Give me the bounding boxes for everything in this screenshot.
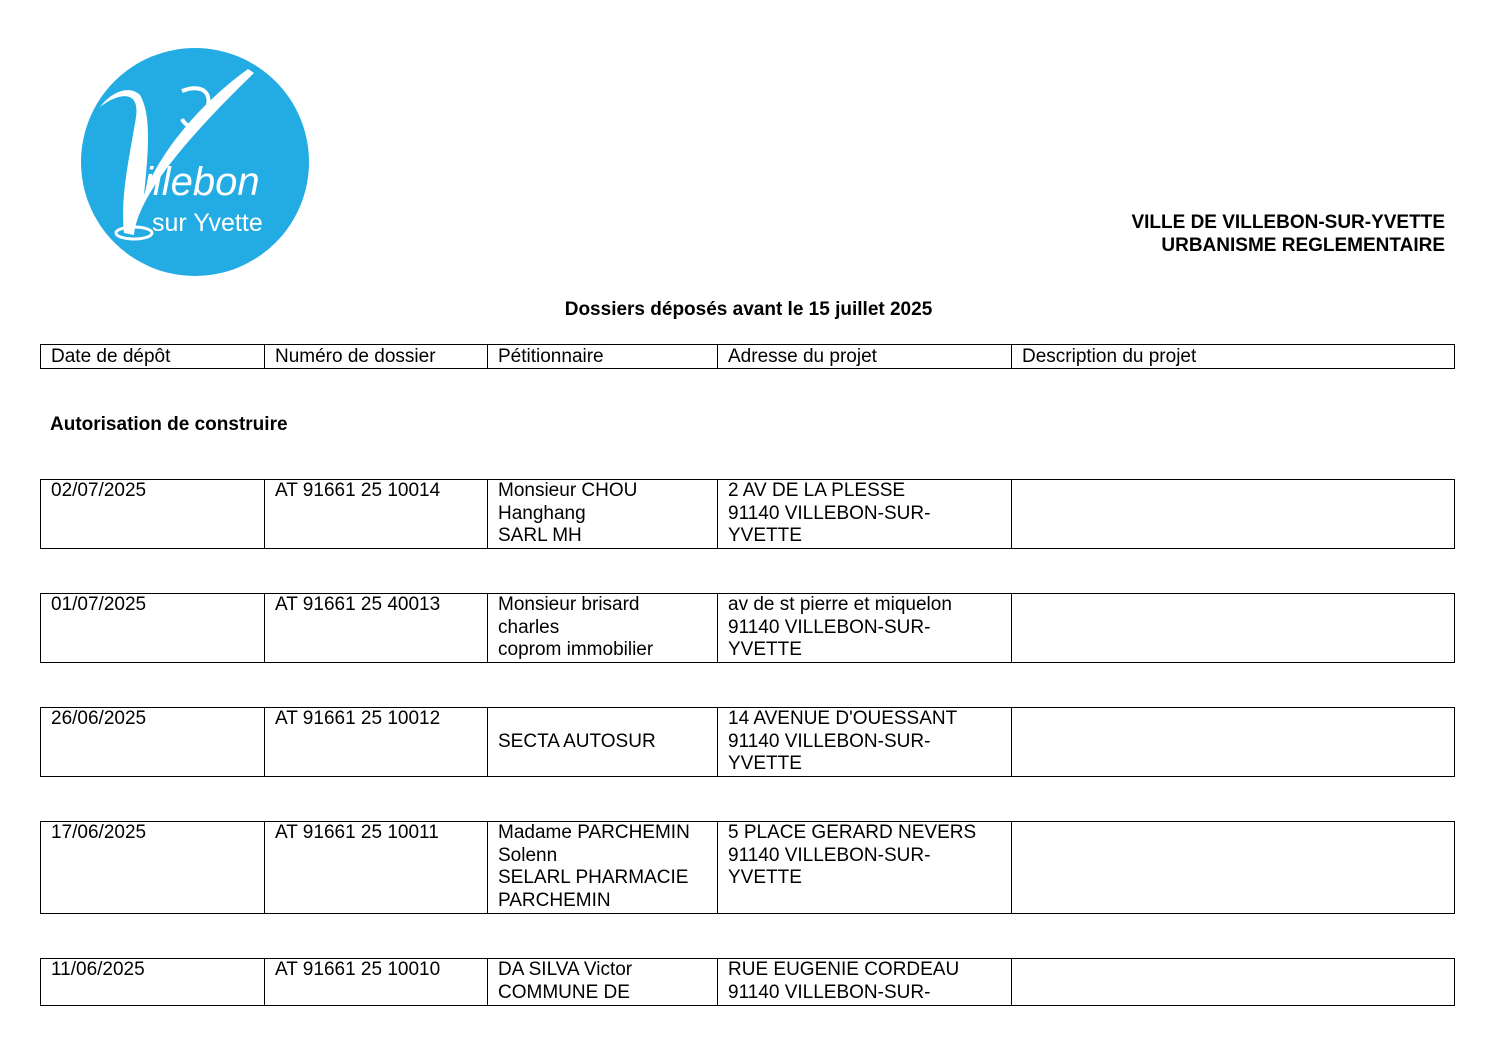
cell-description: [1011, 822, 1454, 913]
logo-subtitle: sur Yvette: [152, 209, 263, 237]
column-header-row: [40, 344, 1455, 369]
cell-petitionnaire: Monsieur CHOU Hanghang SARL MH: [487, 480, 717, 548]
cell-numero: AT 91661 25 10010: [264, 959, 487, 1005]
cell-date: 17/06/2025: [51, 822, 147, 843]
table-row: [40, 821, 1455, 914]
column-header-petitionnaire: Pétitionnaire: [487, 345, 717, 368]
cell-numero: AT 91661 25 10011: [264, 822, 487, 913]
cell-description: [1011, 708, 1454, 776]
table-row: [40, 958, 1455, 1006]
page-title: Dossiers déposés avant le 15 juillet 2025: [564, 299, 933, 320]
cell-date: 01/07/2025: [51, 594, 147, 615]
cell-adresse: 5 PLACE GERARD NEVERS 91140 VILLEBON-SUR- YVETTE: [717, 822, 1011, 913]
table-row: [40, 479, 1455, 549]
cell-numero: AT 91661 25 10012: [264, 708, 487, 776]
cell-adresse: RUE EUGENIE CORDEAU 91140 VILLEBON-SUR-: [717, 959, 1011, 1005]
cell-date: 11/06/2025: [51, 959, 145, 980]
column-header-description: Description du projet: [1011, 345, 1454, 368]
cell-description: [1011, 480, 1454, 548]
column-header-date: Date de dépôt: [51, 346, 171, 367]
table-row: [40, 593, 1455, 663]
villebon-logo: [78, 45, 312, 279]
cell-description: [1011, 594, 1454, 662]
cell-petitionnaire: SECTA AUTOSUR: [487, 708, 717, 776]
header-department: URBANISME REGLEMENTAIRE: [1161, 235, 1445, 256]
header-city: VILLE DE VILLEBON-SUR-YVETTE: [1131, 212, 1445, 233]
table-row: [40, 707, 1455, 777]
document-header: [1131, 211, 1445, 257]
logo-wordmark: illebon: [144, 160, 260, 204]
cell-date: 26/06/2025: [51, 708, 147, 729]
cell-adresse: 14 AVENUE D'OUESSANT 91140 VILLEBON-SUR- YVETTE: [717, 708, 1011, 776]
cell-petitionnaire: DA SILVA Victor COMMUNE DE: [487, 959, 717, 1005]
cell-petitionnaire: Madame PARCHEMIN Solenn SELARL PHARMACIE PARCHEMIN: [487, 822, 717, 913]
cell-numero: AT 91661 25 40013: [264, 594, 487, 662]
cell-date: 02/07/2025: [51, 480, 147, 501]
column-header-numero: Numéro de dossier: [264, 345, 487, 368]
section-title: Autorisation de construire: [50, 414, 288, 435]
cell-numero: AT 91661 25 10014: [264, 480, 487, 548]
cell-petitionnaire: Monsieur brisard charles coprom immobilier: [487, 594, 717, 662]
cell-adresse: av de st pierre et miquelon 91140 VILLEBON-SUR- YVETTE: [717, 594, 1011, 662]
cell-adresse: 2 AV DE LA PLESSE 91140 VILLEBON-SUR- YVETTE: [717, 480, 1011, 548]
cell-description: [1011, 959, 1454, 1005]
column-header-adresse: Adresse du projet: [717, 345, 1011, 368]
